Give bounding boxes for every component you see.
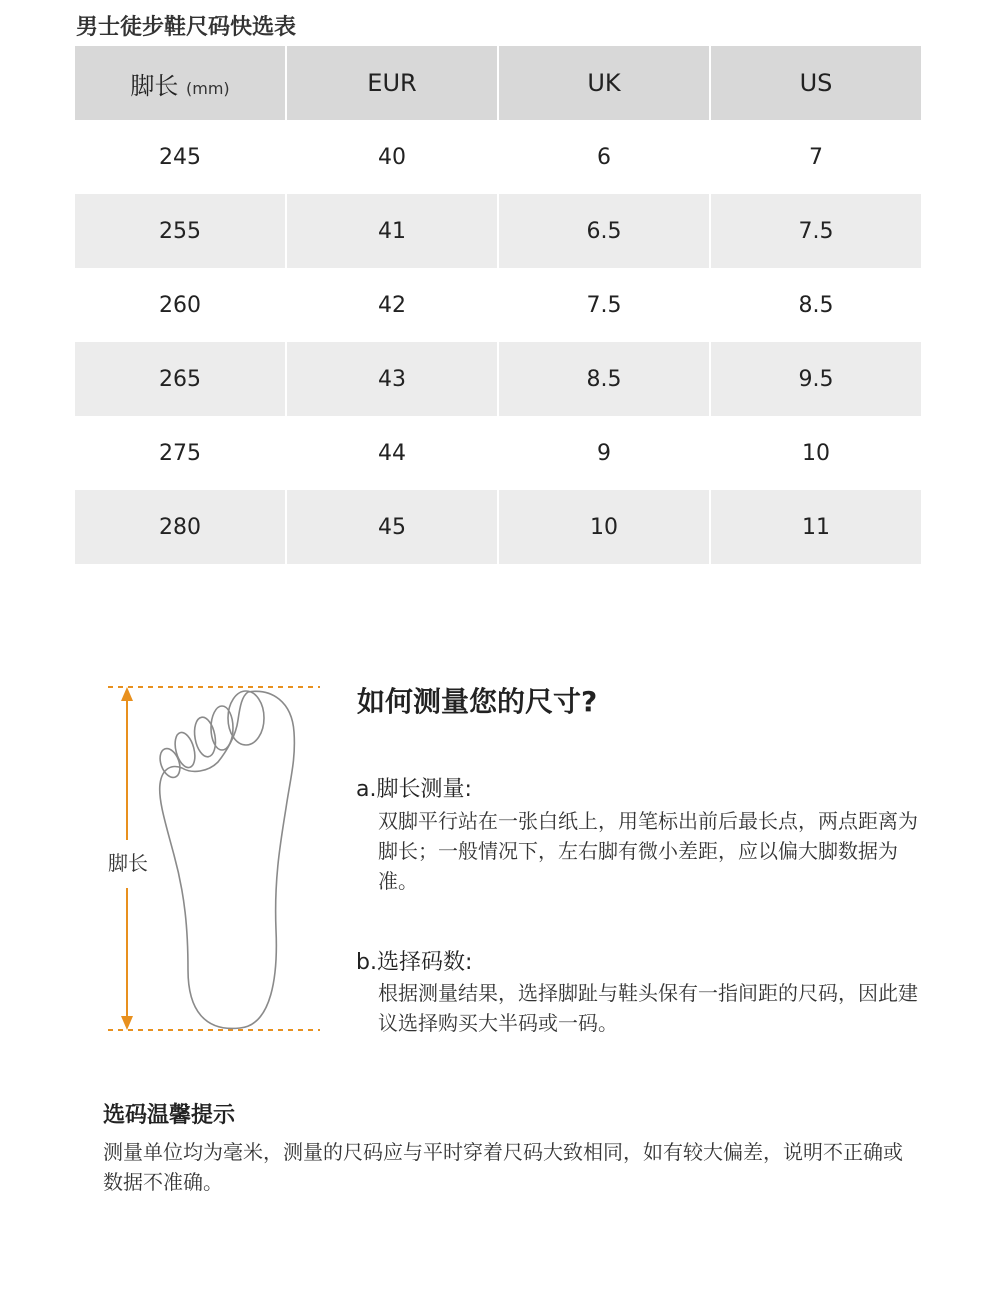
table-row <box>74 268 922 342</box>
header-unit: (mm) <box>185 78 230 98</box>
cell-eur: 44 <box>286 416 498 490</box>
cell-uk: 8.5 <box>498 342 710 416</box>
cell-uk: 10 <box>498 490 710 564</box>
cell-foot-length: 255 <box>74 194 286 268</box>
cell-foot-length: 245 <box>74 120 286 194</box>
cell-us: 10 <box>710 416 922 490</box>
arrow-up-icon <box>121 687 133 701</box>
table-row <box>74 342 922 416</box>
cell-uk: 6.5 <box>498 194 710 268</box>
cell-eur: 45 <box>286 490 498 564</box>
cell-foot-length: 265 <box>74 342 286 416</box>
cell-eur: 41 <box>286 194 498 268</box>
cell-us: 11 <box>710 490 922 564</box>
cell-us: 7 <box>710 120 922 194</box>
size-chart-table <box>73 46 923 564</box>
tips-heading: 选码温馨提示 <box>103 1103 236 1128</box>
page-title: 男士徒步鞋尺码快选表 <box>76 15 297 40</box>
cell-uk: 9 <box>498 416 710 490</box>
table-header-row <box>74 46 922 120</box>
arrow-down-icon <box>121 1016 133 1030</box>
cell-foot-length: 260 <box>74 268 286 342</box>
table-row <box>74 194 922 268</box>
foot-length-measure-text: 双脚平行站在一张白纸上，用笔标出前后最长点，两点距离为脚长；一般情况下，左右脚有微小差距，应以偏大脚数据为准。 <box>378 809 918 893</box>
table-row <box>74 416 922 490</box>
table-row <box>74 120 922 194</box>
cell-eur: 42 <box>286 268 498 342</box>
foot-length-measure-heading: a.脚长测量: <box>356 777 472 802</box>
measure-heading: 如何测量您的尺寸? <box>357 685 598 718</box>
cell-us: 7.5 <box>710 194 922 268</box>
cell-foot-length: 275 <box>74 416 286 490</box>
cell-foot-length: 280 <box>74 490 286 564</box>
table-row <box>74 490 922 564</box>
choose-size-heading: b.选择码数: <box>356 950 473 975</box>
cell-uk: 6 <box>498 120 710 194</box>
header-uk: UK <box>498 46 710 120</box>
foot-outline-icon <box>156 691 294 1028</box>
cell-eur: 43 <box>286 342 498 416</box>
choose-size-text: 根据测量结果，选择脚趾与鞋头保有一指间距的尺码，因此建议选择购买大半码或一码。 <box>378 981 918 1035</box>
cell-us: 8.5 <box>710 268 922 342</box>
foot-length-label: 脚长 <box>108 847 148 876</box>
cell-uk: 7.5 <box>498 268 710 342</box>
header-foot-length: 脚长 (mm) <box>74 46 286 120</box>
tips-text: 测量单位均为毫米，测量的尺码应与平时穿着尺码大致相同，如有较大偏差，说明不正确或数据不准确。 <box>103 1140 903 1194</box>
cell-eur: 40 <box>286 120 498 194</box>
header-eur: EUR <box>286 46 498 120</box>
cell-us: 9.5 <box>710 342 922 416</box>
header-us: US <box>710 46 922 120</box>
